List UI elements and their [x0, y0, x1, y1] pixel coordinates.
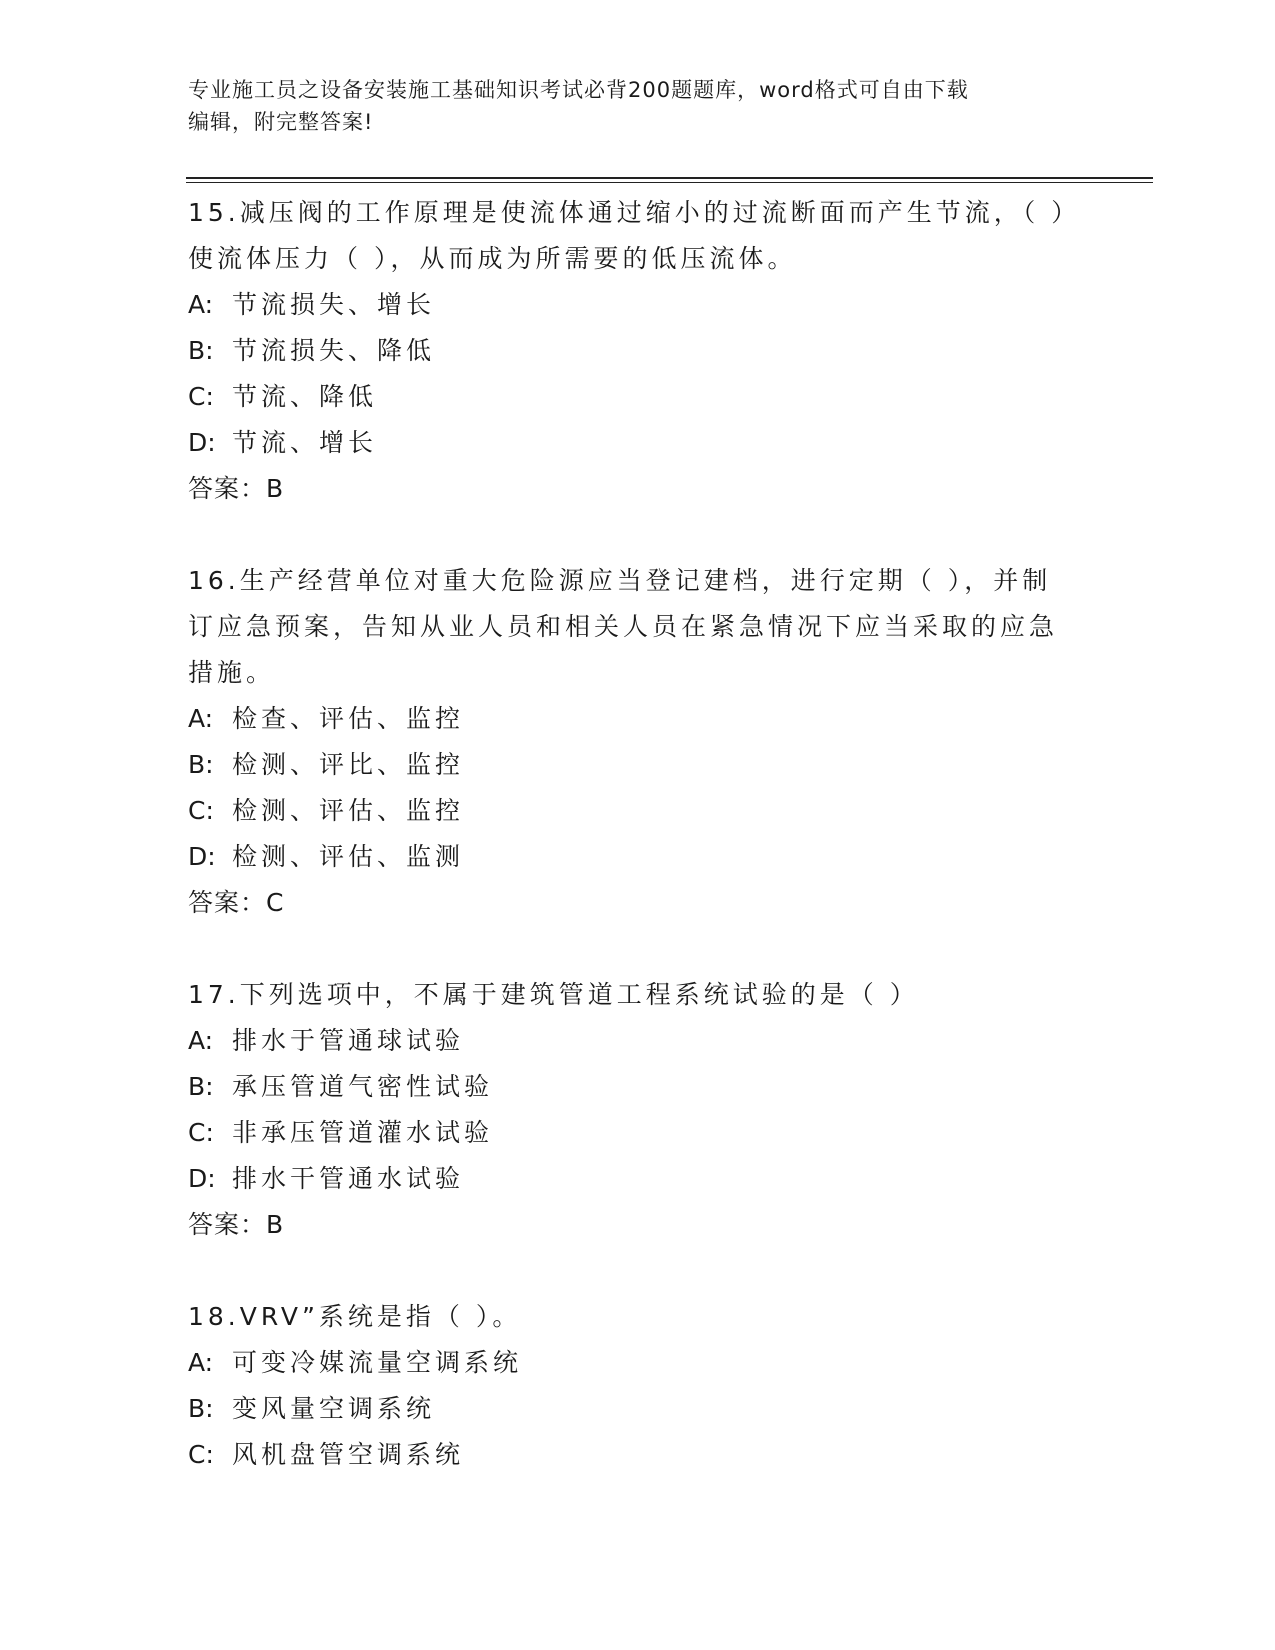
- question-text: 18.VRV”系统是指（ ）。: [188, 1302, 522, 1331]
- option-d: [188, 1156, 1068, 1202]
- question-spacer: [188, 926, 1068, 972]
- option-c: [188, 1432, 1068, 1478]
- option-a: [188, 696, 1068, 742]
- option-text: 排水干管通水试验: [232, 1164, 465, 1193]
- question-list: [188, 190, 1068, 1478]
- option-text: 节流损失、降低: [232, 336, 436, 365]
- option-text: 节流、降低: [232, 382, 378, 411]
- option-key: A:: [188, 290, 214, 319]
- option-text: 检测、评估、监测: [232, 842, 465, 871]
- option-text: 节流、增长: [232, 428, 378, 457]
- option-text: 可变冷媒流量空调系统: [232, 1348, 523, 1377]
- document-header: [188, 74, 1068, 138]
- option-b: [188, 1386, 1068, 1432]
- option-a: [188, 1340, 1068, 1386]
- question-text: 17.下列选项中，不属于建筑管道工程系统试验的是（ ）: [188, 980, 919, 1009]
- option-text: 节流损失、增长: [232, 290, 436, 319]
- option-text: 排水于管通球试验: [232, 1026, 465, 1055]
- option-b: [188, 742, 1068, 788]
- option-key: C:: [188, 1440, 214, 1469]
- header-line-1: 专业施工员之设备安装施工基础知识考试必背200题题库，word格式可自由下载: [188, 78, 969, 102]
- option-key: A:: [188, 704, 214, 733]
- option-key: B:: [188, 750, 214, 779]
- option-c: [188, 788, 1068, 834]
- option-c: [188, 374, 1068, 420]
- option-key: D:: [188, 842, 216, 871]
- option-d: [188, 420, 1068, 466]
- header-divider-thin: [186, 182, 1153, 183]
- option-text: 检测、评估、监控: [232, 796, 465, 825]
- option-text: 变风量空调系统: [232, 1394, 436, 1423]
- question-15: [188, 190, 1068, 512]
- question-spacer: [188, 1248, 1068, 1294]
- question-text: 16.生产经营单位对重大危险源应当登记建档，进行定期（ ），并制订应急预案，告知从业人员和相关人员在紧急情况下应当采取的应急措施。: [188, 566, 1059, 687]
- option-key: D:: [188, 428, 216, 457]
- option-key: C:: [188, 1118, 214, 1147]
- option-key: A:: [188, 1348, 214, 1377]
- option-text: 承压管道气密性试验: [232, 1072, 494, 1101]
- option-key: A:: [188, 1026, 214, 1055]
- option-key: B:: [188, 1394, 214, 1423]
- question-18: [188, 1294, 1068, 1478]
- option-key: D:: [188, 1164, 216, 1193]
- header-divider-thick: [186, 177, 1153, 179]
- question-17: [188, 972, 1068, 1248]
- option-a: [188, 1018, 1068, 1064]
- option-text: 检测、评比、监控: [232, 750, 465, 779]
- option-text: 风机盘管空调系统: [232, 1440, 465, 1469]
- option-c: [188, 1110, 1068, 1156]
- question-spacer: [188, 512, 1068, 558]
- option-a: [188, 282, 1068, 328]
- header-line-2: 编辑，附完整答案!: [188, 110, 374, 134]
- question-text: 15.减压阀的工作原理是使流体通过缩小的过流断面而产生节流，（ ）使流体压力（ ），从而成为所需要的低压流体。: [188, 198, 1068, 273]
- answer-line: 答案：C: [188, 888, 285, 917]
- option-b: [188, 328, 1068, 374]
- option-key: C:: [188, 382, 214, 411]
- question-16: [188, 558, 1068, 926]
- answer-line: 答案：B: [188, 1210, 285, 1239]
- option-key: B:: [188, 1072, 214, 1101]
- option-text: 非承压管道灌水试验: [232, 1118, 494, 1147]
- option-text: 检查、评估、监控: [232, 704, 465, 733]
- option-key: C:: [188, 796, 214, 825]
- option-key: B:: [188, 336, 214, 365]
- answer-line: 答案：B: [188, 474, 285, 503]
- option-d: [188, 834, 1068, 880]
- option-b: [188, 1064, 1068, 1110]
